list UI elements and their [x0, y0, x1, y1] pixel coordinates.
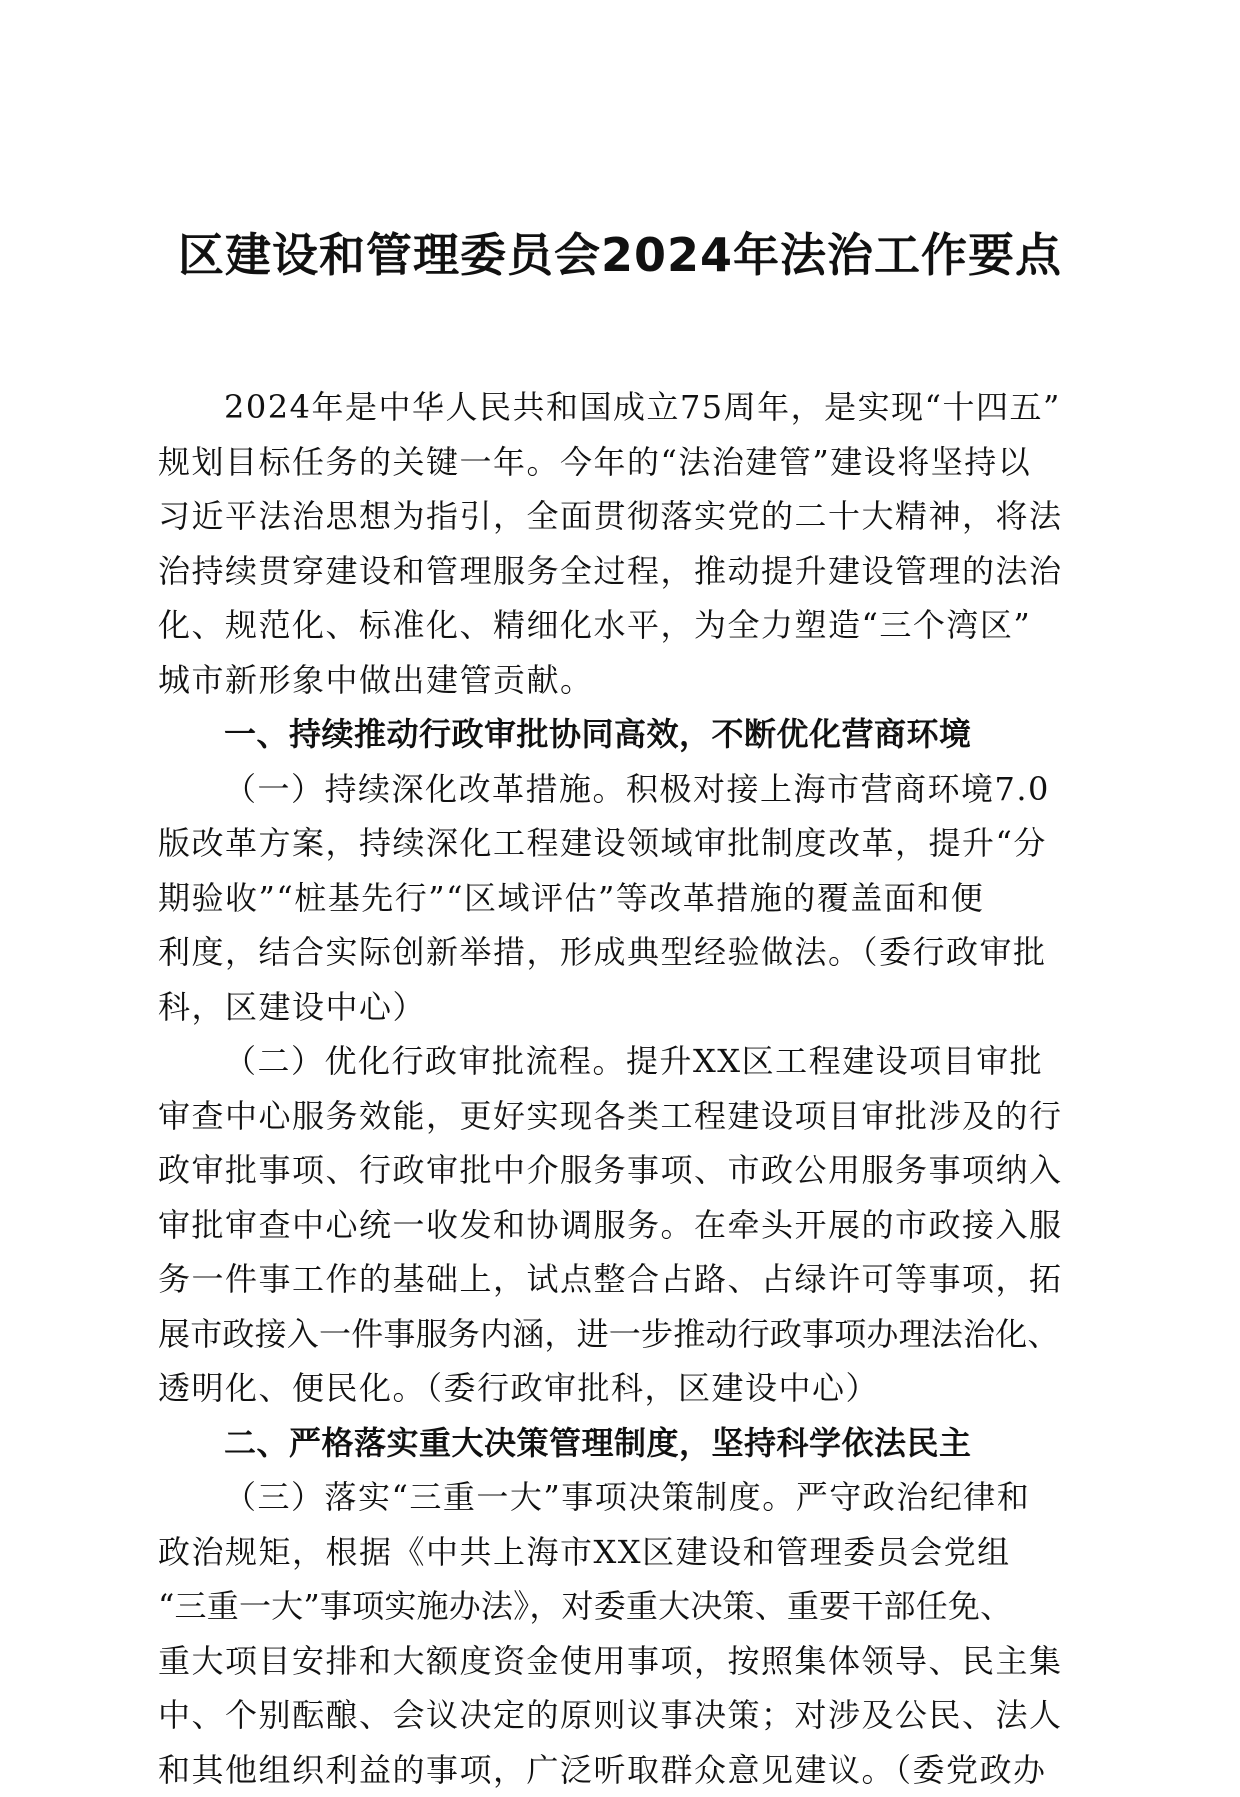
- paragraph-line: 科，区建设中心）: [158, 980, 1078, 1035]
- paragraph-line: 审查中心服务效能，更好实现各类工程建设项目审批涉及的行: [158, 1089, 1078, 1144]
- document-body: [158, 380, 1078, 1797]
- section-heading: 一、持续推动行政审批协同高效，不断优化营商环境: [158, 707, 1078, 762]
- paragraph-line: “三重一大”事项实施办法》，对委重大决策、重要干部任免、: [158, 1579, 1078, 1634]
- paragraph-line: 化、规范化、标准化、精细化水平，为全力塑造“三个湾区”: [158, 598, 1078, 653]
- paragraph-line: 政审批事项、行政审批中介服务事项、市政公用服务事项纳入: [158, 1143, 1078, 1198]
- paragraph-line: 和其他组织利益的事项，广泛听取群众意见建议。（委党政办: [158, 1743, 1078, 1797]
- section-heading: 二、严格落实重大决策管理制度，坚持科学依法民主: [158, 1416, 1078, 1471]
- paragraph-line: 2024年是中华人民共和国成立75周年，是实现“十四五”: [158, 380, 1078, 435]
- paragraph-line: 重大项目安排和大额度资金使用事项，按照集体领导、民主集: [158, 1634, 1078, 1689]
- paragraph-line: 务一件事工作的基础上，试点整合占路、占绿许可等事项，拓: [158, 1252, 1078, 1307]
- paragraph-line: 治持续贯穿建设和管理服务全过程，推动提升建设管理的法治: [158, 544, 1078, 599]
- paragraph-line: 习近平法治思想为指引，全面贯彻落实党的二十大精神，将法: [158, 489, 1078, 544]
- paragraph-line: 展市政接入一件事服务内涵，进一步推动行政事项办理法治化、: [158, 1307, 1078, 1362]
- paragraph-line: 利度，结合实际创新举措，形成典型经验做法。（委行政审批: [158, 925, 1078, 980]
- paragraph-line: 审批审查中心统一收发和协调服务。在牵头开展的市政接入服: [158, 1198, 1078, 1253]
- paragraph-line: （三）落实“三重一大”事项决策制度。严守政治纪律和: [158, 1470, 1078, 1525]
- paragraph-line: （二）优化行政审批流程。提升XX区工程建设项目审批: [158, 1034, 1078, 1089]
- paragraph-line: 规划目标任务的关键一年。今年的“法治建管”建设将坚持以: [158, 435, 1078, 490]
- paragraph-line: 透明化、便民化。（委行政审批科，区建设中心）: [158, 1361, 1078, 1416]
- paragraph-line: 中、个别酝酿、会议决定的原则议事决策；对涉及公民、法人: [158, 1688, 1078, 1743]
- paragraph-line: （一）持续深化改革措施。积极对接上海市营商环境7.0: [158, 762, 1078, 817]
- paragraph-line: 期验收”“桩基先行”“区域评估”等改革措施的覆盖面和便: [158, 871, 1078, 926]
- paragraph-line: 版改革方案，持续深化工程建设领域审批制度改革，提升“分: [158, 816, 1078, 871]
- paragraph-line: 政治规矩，根据《中共上海市XX区建设和管理委员会党组: [158, 1525, 1078, 1580]
- document-title: 区建设和管理委员会2024年法治工作要点: [0, 225, 1240, 285]
- paragraph-line: 城市新形象中做出建管贡献。: [158, 653, 1078, 708]
